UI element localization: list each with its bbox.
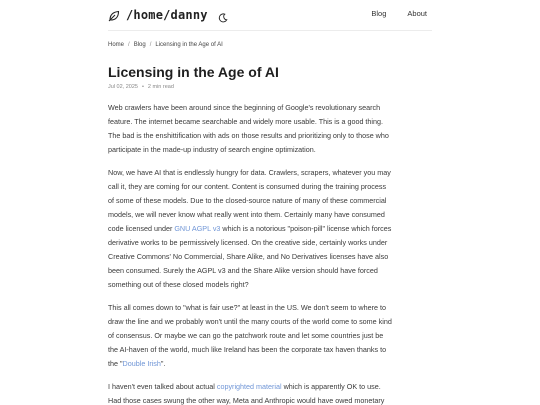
text-line: draw the line and we probably won't until the many courts of the world come to some kind xyxy=(108,317,392,326)
text-line xyxy=(108,222,432,236)
text-line: been consumed. Surely the AGPL v3 and the Share Alike version should have forced xyxy=(108,266,378,275)
text-line: The bad is the enshittification with ads on those results and prioritizing only to those who xyxy=(108,131,389,140)
text-line: of some of these models. Due to the closed-source nature of many of these commercial xyxy=(108,196,387,205)
text-fragment: the " xyxy=(108,359,123,368)
site-brand[interactable] xyxy=(108,6,228,24)
paragraph xyxy=(108,301,432,371)
text-line: participate in the made-up industry of search engine optimization. xyxy=(108,145,316,154)
breadcrumb-blog[interactable]: Blog xyxy=(133,42,146,48)
site-title[interactable]: /home/danny xyxy=(126,8,208,22)
text-fragment: code licensed under xyxy=(108,224,175,233)
text-fragment: which is apparently OK to use. xyxy=(281,382,381,391)
post-date: Jul 02, 2025 xyxy=(108,84,138,90)
post-body xyxy=(108,101,432,405)
breadcrumb-home[interactable]: Home xyxy=(108,42,125,48)
post-title: Licensing in the Age of AI xyxy=(108,64,279,80)
site-header xyxy=(0,0,540,30)
read-time: 2 min read xyxy=(147,84,174,90)
text-line: Creative Commons' No Commercial, Share Alike, and No Derivatives licenses have also xyxy=(108,252,389,261)
text-fragment: which is a notorious "poison-pill" license which forces xyxy=(220,224,392,233)
text-line xyxy=(108,380,432,394)
text-line xyxy=(108,357,432,371)
nav-link-blog[interactable]: Blog xyxy=(371,9,387,18)
text-line: something out of these closed models right? xyxy=(108,280,249,289)
text-fragment: I haven't even talked about actual xyxy=(108,382,217,391)
text-line: feature. The internet became searchable and widely more usable. This is a good thing. xyxy=(108,117,384,126)
link-gnu-agpl[interactable]: GNU AGPL v3 xyxy=(174,224,221,233)
text-line: Web crawlers have been around since the beginning of Google's revolutionary search xyxy=(108,103,381,112)
text-line: Had those cases swung the other way, Meta and Anthropic would have owed monetary xyxy=(108,396,385,405)
text-line: the AI-haven of the world, much like Ireland has been the corporate tax haven thanks to xyxy=(108,345,387,354)
paragraph xyxy=(108,101,432,157)
text-line: models, we will never know what really went into them. Certainly many have consumed xyxy=(108,210,385,219)
text-line: Now, we have AI that is endlessly hungry for data. Crawlers, scrapers, whatever you may xyxy=(108,168,391,177)
text-line: call it, they are coming for our content. Content is consumed during the training process xyxy=(108,182,387,191)
paragraph xyxy=(108,380,432,405)
leaf-icon xyxy=(108,9,120,21)
breadcrumb xyxy=(108,42,223,48)
breadcrumb-separator: / xyxy=(149,42,152,48)
text-line: This all comes down to "what is fair use?" at least in the US. We don't seem to where to xyxy=(108,303,386,312)
header-divider xyxy=(108,30,432,31)
paragraph xyxy=(108,166,432,292)
text-fragment: ". xyxy=(160,359,166,368)
nav-link-about[interactable]: About xyxy=(407,9,427,18)
moon-icon[interactable] xyxy=(218,10,228,20)
breadcrumb-separator: / xyxy=(128,42,130,48)
main-nav xyxy=(371,9,427,18)
post-meta xyxy=(108,84,174,90)
text-line: derivative works to be permissively licensed. On the creative side, certainly works under xyxy=(108,238,388,247)
meta-separator: • xyxy=(141,84,144,90)
link-copyrighted-material[interactable]: copyrighted material xyxy=(216,382,282,391)
breadcrumb-current: Licensing in the Age of AI xyxy=(155,42,223,48)
link-double-irish[interactable]: Double Irish xyxy=(122,359,161,368)
text-line: of consensus. Or maybe we can go the patchwork route and let some countries just be xyxy=(108,331,384,340)
